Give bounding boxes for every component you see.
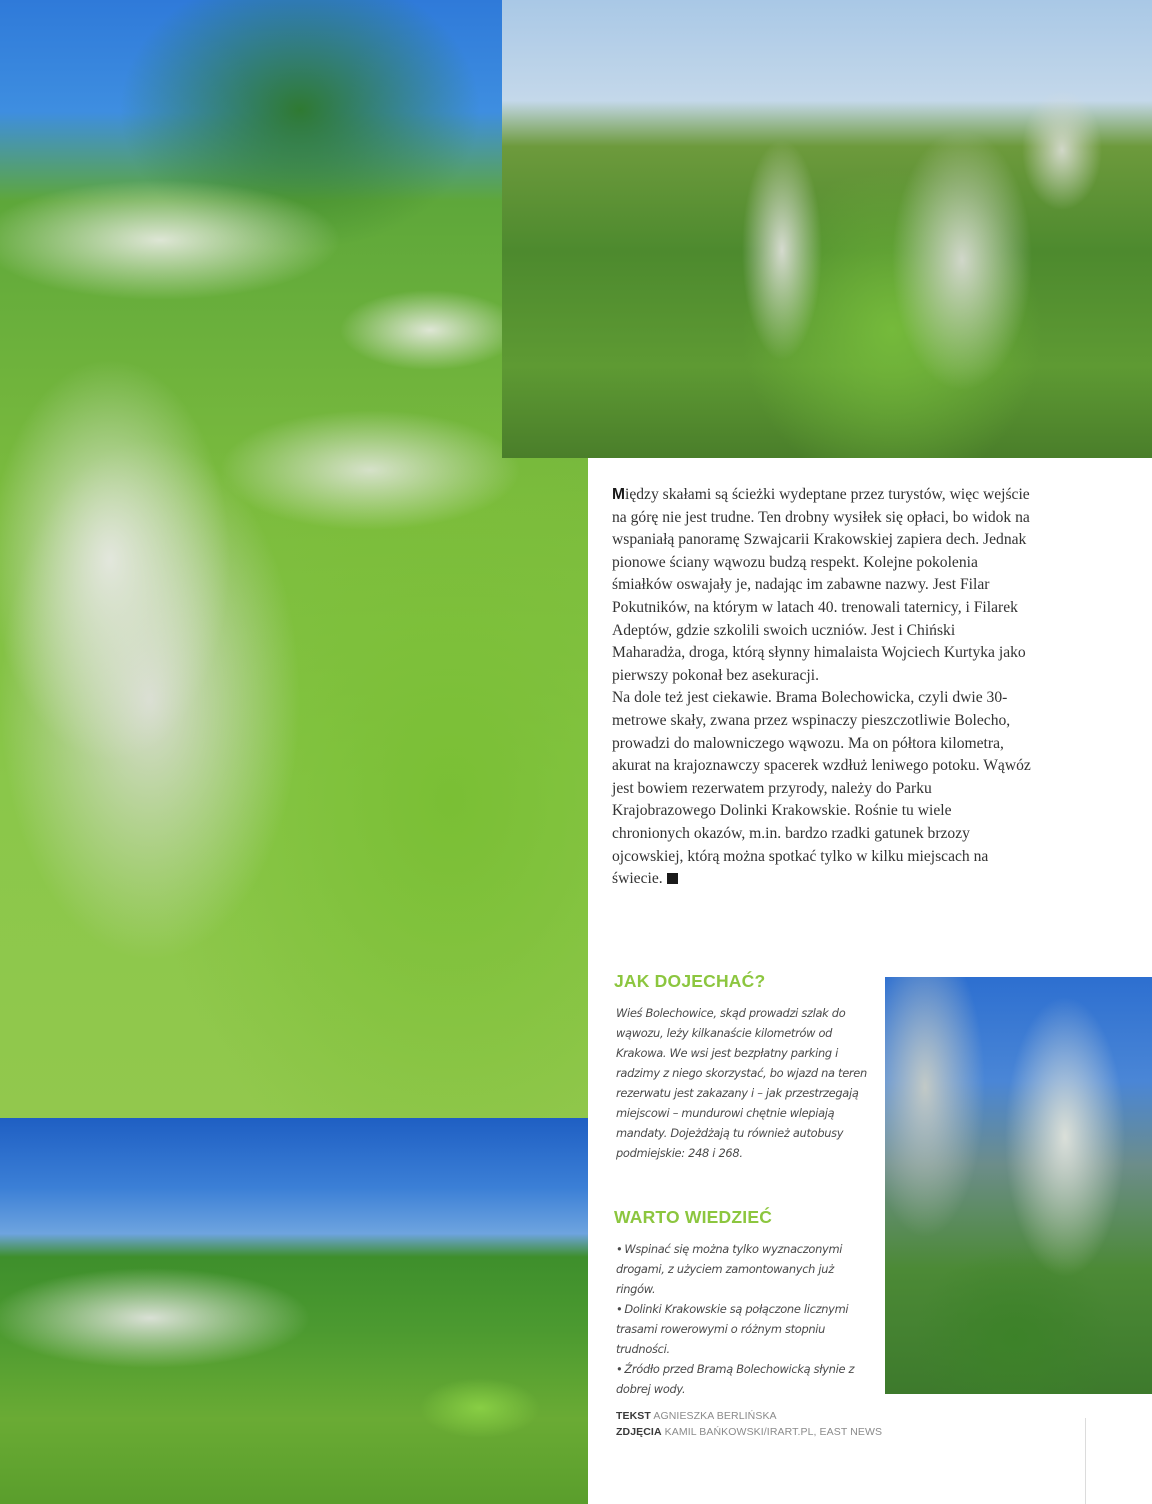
article-body: [612, 484, 1032, 891]
photo-rock-towers: [885, 977, 1152, 1394]
list-item: • Wspinać się można tylko wyznaczonymi drogami, z użyciem zamontowanych już ringów.: [616, 1239, 876, 1299]
sidebar-worth-knowing-list: [616, 1239, 876, 1399]
sidebar-heading-getting-there: JAK DOJECHAĆ?: [614, 971, 766, 991]
article-paragraph-2: Na dole też jest ciekawie. Brama Bolechowicka, czyli dwie 30-metrowe skały, zwana przez wspinaczy pieszczotliwie Bolecho, prowadzi do malowniczego wąwozu. Ma on półtora kilometra, akurat na krajoznawczy spacerek wzdłuż leniwego potoku. Wąwóz jest bowiem rezerwatem przyrody, należy do Parku Krajobrazowego Dolinki Krakowskie. Rośnie tu wiele chronionych okazów, m.in. bardzo rzadki gatunek brzozy ojcowskiej, którą można spotkać tylko w kilku miejscach na świecie.: [612, 689, 1031, 888]
photo-rock-face-climbers: [0, 0, 588, 1118]
article-paragraph-1: Między skałami są ścieżki wydeptane przez turystów, więc wejście na górę nie jest trudne. Ten drobny wysiłek się opłaci, bo widok na wspaniałą panoramę Szwajcarii Krakowskiej zapiera dech. Jednak pionowe ściany wąwozu budzą respekt. Kolejne pokolenia śmiałków oswajały je, nadając im zabawne nazwy. Jest Filar Pokutników, na którym w latach 40. trenowali taternicy, i Filarek Adeptów, gdzie szkolili swoich uczniów. Jest i Chiński Maharadża, droga, którą słynny himalaista Wojciech Kurtyka jako pierwszy pokonał bez asekuracji.: [612, 486, 1030, 684]
list-item: • Dolinki Krakowskie są połączone licznymi trasami rowerowymi o różnym stopniu trudności.: [616, 1299, 876, 1359]
credit-photo-line: [616, 1424, 882, 1440]
credit-photo-label: ZDJĘCIA: [616, 1426, 662, 1438]
sidebar-getting-there-text: Wieś Bolechowice, skąd prowadzi szlak do wąwozu, leży kilkanaście kilometrów od Krakowa. We wsi jest bezpłatny parking i radzimy z niego skorzystać, bo wjazd na teren rezerwatu jest zakazany i – jak przestrzegają miejscowi – mundurowi chętnie wlepiają mandaty. Dojeżdżają tu również autobusy podmiejskie: 248 i 268.: [616, 1006, 867, 1160]
end-of-article-mark-icon: [667, 873, 678, 884]
photo-panorama-village: [0, 1118, 588, 1504]
credit-text-line: [616, 1408, 882, 1424]
page-edge-rule: [1085, 1418, 1086, 1504]
credit-text-label: TEKST: [616, 1410, 651, 1422]
sidebar-heading-worth-knowing: WARTO WIEDZIEĆ: [614, 1207, 773, 1227]
credit-photo-authors: KAMIL BAŃKOWSKI/IRART.PL, EAST NEWS: [664, 1426, 883, 1438]
photo-gorge-aerial: [502, 0, 1152, 458]
credit-text-author: AGNIESZKA BERLIŃSKA: [653, 1410, 777, 1422]
credits: [616, 1408, 882, 1440]
list-item: • Źródło przed Bramą Bolechowicką słynie z dobrej wody.: [616, 1359, 876, 1399]
dropcap: M: [612, 486, 625, 503]
